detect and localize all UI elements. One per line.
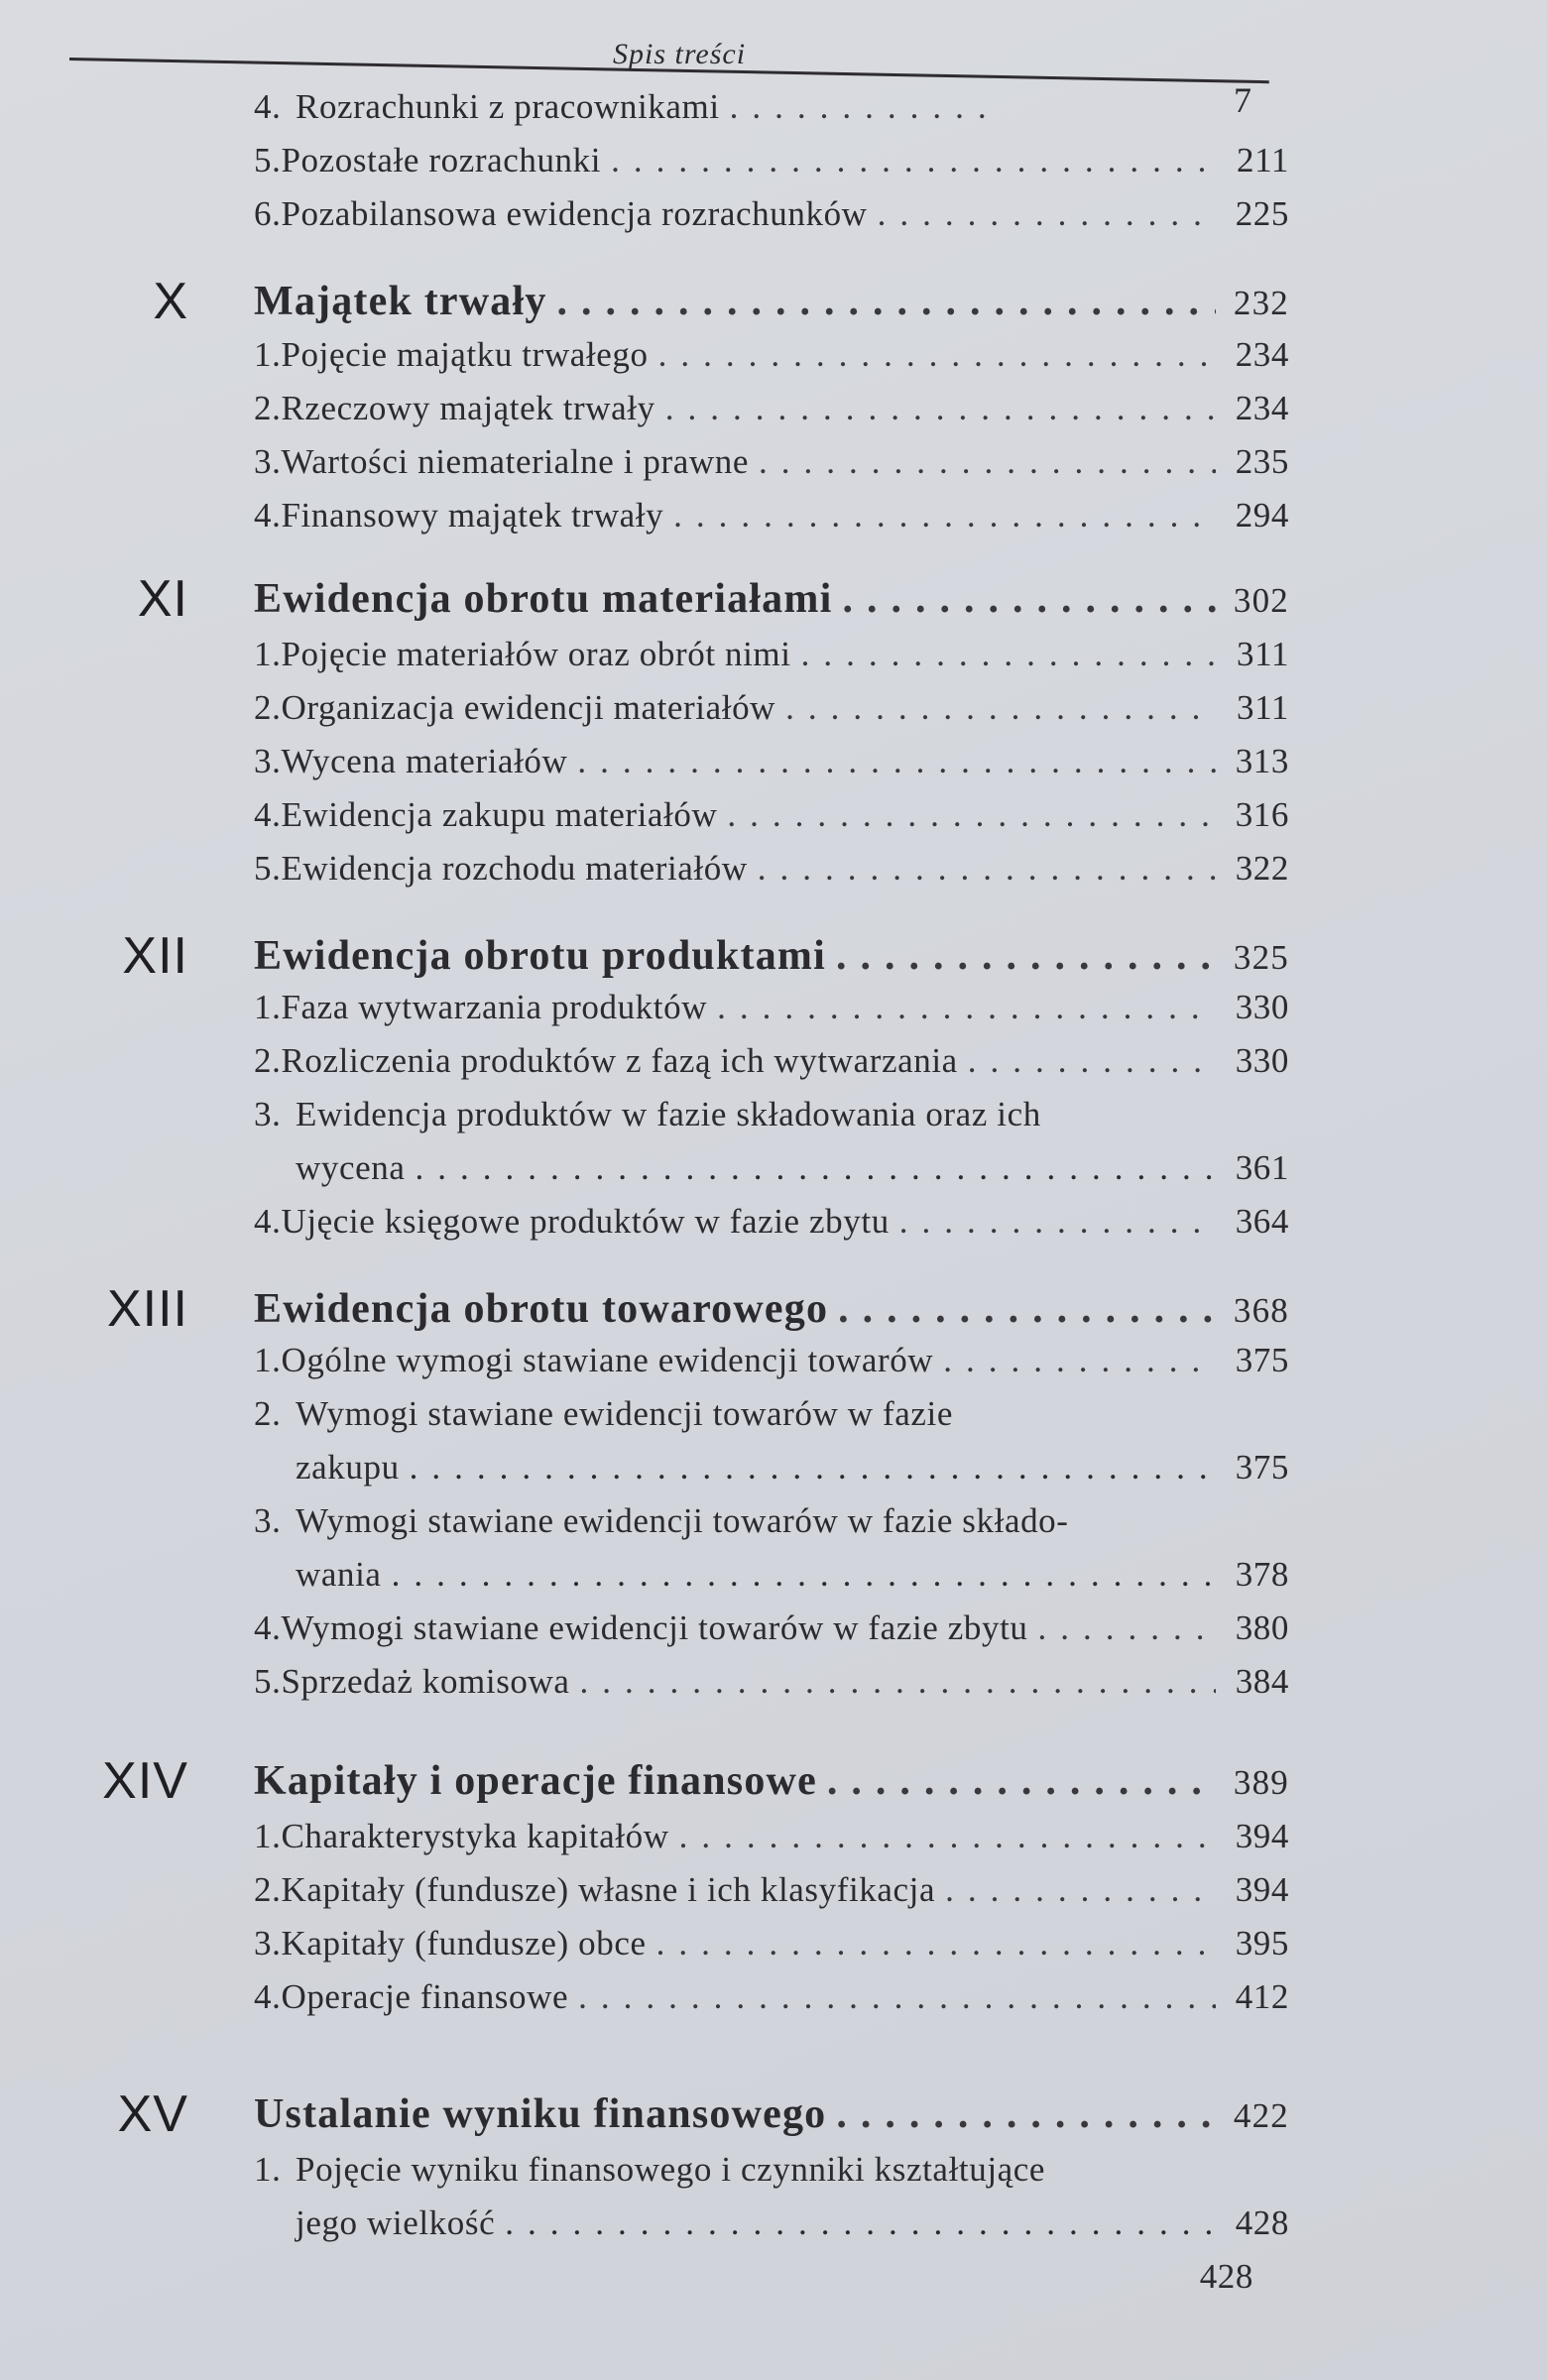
section-entry[interactable] <box>254 1608 1289 1648</box>
section-page-number: 316 <box>1235 795 1289 834</box>
section-number: 1. <box>254 1817 282 1855</box>
dot-leader <box>392 1555 1216 1595</box>
section-title: Sprzedaż komisowa <box>281 1662 570 1701</box>
section-page-number: 322 <box>1235 849 1289 888</box>
chapter-page-number: 325 <box>1233 938 1289 977</box>
dot-leader <box>658 335 1216 375</box>
section-page-number: 234 <box>1235 389 1289 427</box>
section-page-number: 384 <box>1235 1662 1289 1701</box>
dot-leader <box>836 2090 1216 2138</box>
section-number: 6. <box>254 194 282 233</box>
section-page-number: 311 <box>1236 635 1289 673</box>
chapter-page-number: 302 <box>1233 581 1289 620</box>
section-entry[interactable] <box>254 2150 1289 2190</box>
dot-leader <box>578 1977 1216 2017</box>
dot-leader <box>758 849 1216 889</box>
dot-leader <box>838 1285 1216 1333</box>
section-page-number: 311 <box>1236 688 1289 727</box>
section-page-number: 211 <box>1236 141 1289 179</box>
dot-leader <box>945 1870 1216 1910</box>
dot-leader <box>505 2203 1216 2243</box>
section-entry[interactable] <box>254 849 1289 889</box>
section-title: Kapitały (fundusze) własne i ich klasyfikacja <box>281 1870 936 1909</box>
section-page-number: 394 <box>1235 1870 1289 1909</box>
chapter-page-number: 232 <box>1233 284 1289 322</box>
section-entry-continuation <box>296 1448 1289 1488</box>
section-number: 4. <box>254 1977 282 2016</box>
section-number: 1. <box>254 1341 282 1379</box>
dot-leader <box>415 1148 1216 1188</box>
section-title-continuation: wania <box>296 1555 382 1594</box>
section-entry[interactable] <box>254 1202 1289 1242</box>
trailing-page-number <box>1190 2257 1289 2297</box>
dot-leader <box>968 1041 1216 1081</box>
section-number: 2. <box>254 1041 282 1080</box>
dot-leader <box>943 1341 1216 1380</box>
section-page-number: 428 <box>1235 2203 1289 2242</box>
section-number: 3. <box>254 442 282 481</box>
dot-leader <box>679 1817 1216 1856</box>
dot-leader <box>801 635 1216 674</box>
chapter-entry[interactable] <box>254 278 1289 325</box>
chapter-entry[interactable] <box>254 932 1289 980</box>
chapter-title: Ewidencja obrotu produktami <box>254 933 826 979</box>
dot-leader <box>730 87 988 127</box>
section-entry[interactable] <box>254 87 1289 127</box>
section-number: 5. <box>254 849 282 888</box>
section-number: 5. <box>254 1662 282 1701</box>
section-entry[interactable] <box>254 442 1289 482</box>
dot-leader <box>836 932 1216 980</box>
section-title: Ujęcie księgowe produktów w fazie zbytu <box>281 1202 890 1241</box>
section-entry[interactable] <box>254 1341 1289 1380</box>
section-title: Finansowy majątek trwały <box>281 496 664 535</box>
section-title: Wycena materiałów <box>281 742 568 780</box>
section-entry[interactable] <box>254 1095 1289 1134</box>
trailing-page-value: 428 <box>1199 2257 1253 2296</box>
section-title: Wymogi stawiane ewidencji towarów w fazie zbytu <box>281 1608 1028 1647</box>
section-number: 2. <box>254 1870 282 1909</box>
section-entry[interactable] <box>254 635 1289 674</box>
section-entry[interactable] <box>254 389 1289 428</box>
section-entry-continuation <box>296 2203 1289 2243</box>
section-title: Rzeczowy majątek trwały <box>281 389 655 427</box>
section-number: 4. <box>254 795 282 834</box>
section-entry-continuation <box>296 1148 1289 1188</box>
section-title: Ogólne wymogi stawiane ewidencji towarów <box>281 1341 934 1379</box>
dot-leader <box>611 141 1216 180</box>
dot-leader <box>673 496 1216 536</box>
section-title: Pojęcie majątku trwałego <box>281 335 649 374</box>
section-title: Pozostałe rozrachunki <box>281 141 602 179</box>
dot-leader <box>842 575 1216 623</box>
chapter-title: Kapitały i operacje finansowe <box>254 1758 817 1804</box>
section-title-continuation: jego wielkość <box>296 2203 496 2242</box>
chapter-page-number: 422 <box>1233 2096 1289 2135</box>
page-number: 7 <box>1234 80 1251 120</box>
section-entry[interactable] <box>254 1870 1289 1910</box>
section-title: Kapitały (fundusze) obce <box>281 1924 647 1963</box>
section-page-number: 361 <box>1235 1148 1289 1187</box>
chapter-numeral: XII <box>122 927 188 985</box>
chapter-numeral: X <box>153 273 188 330</box>
section-title-continuation: zakupu <box>296 1448 400 1487</box>
section-number: 4. <box>254 1202 282 1241</box>
section-page-number: 375 <box>1235 1448 1289 1487</box>
chapter-numeral: XV <box>117 2085 188 2143</box>
section-title: Pojęcie wyniku finansowego i czynniki kształtujące <box>296 2150 1046 2189</box>
chapter-numeral: XIII <box>106 1280 188 1338</box>
section-page-number: 330 <box>1235 988 1289 1026</box>
section-title: Ewidencja produktów w fazie składowania oraz ich <box>296 1095 1041 1133</box>
section-number: 1. <box>254 2150 282 2189</box>
section-page-number: 225 <box>1235 194 1289 233</box>
section-title: Operacje finansowe <box>281 1977 569 2016</box>
dot-leader <box>410 1448 1216 1488</box>
section-entry[interactable] <box>254 335 1289 375</box>
dot-leader <box>717 988 1216 1027</box>
section-title: Rozrachunki z pracownikami <box>296 87 720 126</box>
section-entry[interactable] <box>254 496 1289 536</box>
section-number: 5. <box>254 141 282 179</box>
section-entry[interactable] <box>254 1977 1289 2017</box>
chapter-entry[interactable] <box>254 1285 1289 1333</box>
chapter-entry[interactable] <box>254 1757 1289 1805</box>
section-number: 3. <box>254 1924 282 1963</box>
section-entry[interactable] <box>254 1394 1289 1434</box>
section-number: 1. <box>254 335 282 374</box>
section-page-number: 378 <box>1235 1555 1289 1594</box>
section-title: Rozliczenia produktów z fazą ich wytwarzania <box>281 1041 958 1080</box>
section-number: 4. <box>254 87 282 126</box>
section-number: 4. <box>254 1608 282 1647</box>
section-page-number: 395 <box>1235 1924 1289 1963</box>
section-title: Wymogi stawiane ewidencji towarów w fazie <box>296 1394 953 1433</box>
section-title: Organizacja ewidencji materiałów <box>281 688 776 727</box>
chapter-page-number: 368 <box>1233 1291 1289 1330</box>
running-head: Spis treści <box>613 38 747 70</box>
section-number: 2. <box>254 1394 282 1433</box>
chapter-title: Ewidencja obrotu materiałami <box>254 576 833 622</box>
section-title: Ewidencja zakupu materiałów <box>281 795 718 834</box>
section-number: 2. <box>254 389 282 427</box>
chapter-entry[interactable] <box>254 2090 1289 2138</box>
section-entry[interactable] <box>254 141 1289 180</box>
dot-leader <box>1038 1608 1216 1648</box>
section-entry[interactable] <box>254 1817 1289 1856</box>
section-entry[interactable] <box>254 1924 1289 1964</box>
section-entry[interactable] <box>254 742 1289 781</box>
dot-leader <box>557 278 1216 325</box>
section-entry[interactable] <box>254 1662 1289 1702</box>
dot-leader <box>827 1757 1216 1805</box>
chapter-entry[interactable] <box>254 575 1289 623</box>
dot-leader <box>759 442 1216 482</box>
section-page-number: 380 <box>1235 1608 1289 1647</box>
section-entry[interactable] <box>254 1041 1289 1081</box>
section-number: 3. <box>254 742 282 780</box>
section-entry[interactable] <box>254 688 1289 728</box>
section-page-number: 234 <box>1235 335 1289 374</box>
section-page-number: 364 <box>1235 1202 1289 1241</box>
section-page-number: 313 <box>1235 742 1289 780</box>
dot-leader <box>656 1924 1216 1964</box>
section-title-continuation: wycena <box>296 1148 406 1187</box>
section-page-number: 235 <box>1235 442 1289 481</box>
chapter-page-number: 389 <box>1233 1763 1289 1802</box>
section-page-number: 412 <box>1235 1977 1289 2016</box>
section-number: 3. <box>254 1095 282 1133</box>
section-page-number: 294 <box>1235 496 1289 535</box>
dot-leader <box>878 194 1216 234</box>
section-title: Pojęcie materiałów oraz obrót nimi <box>281 635 791 673</box>
section-number: 4. <box>254 496 282 535</box>
section-number: 1. <box>254 988 282 1026</box>
dot-leader <box>727 795 1216 835</box>
section-entry[interactable] <box>254 988 1289 1027</box>
section-entry-continuation <box>296 1555 1289 1595</box>
section-number: 3. <box>254 1501 282 1540</box>
dot-leader <box>899 1202 1216 1242</box>
dot-leader <box>785 688 1216 728</box>
section-title: Wartości niematerialne i prawne <box>281 442 750 481</box>
section-page-number: 330 <box>1235 1041 1289 1080</box>
dot-leader <box>577 742 1216 781</box>
section-number: 2. <box>254 688 282 727</box>
section-title: Faza wytwarzania produktów <box>281 988 708 1026</box>
section-title: Charakterystyka kapitałów <box>281 1817 669 1855</box>
section-page-number: 375 <box>1235 1341 1289 1379</box>
section-title: Wymogi stawiane ewidencji towarów w fazie składo- <box>296 1501 1069 1540</box>
chapter-numeral: XI <box>137 570 188 628</box>
section-entry[interactable] <box>254 194 1289 234</box>
dot-leader <box>665 389 1216 428</box>
chapter-title: Ewidencja obrotu towarowego <box>254 1286 829 1332</box>
section-title: Ewidencja rozchodu materiałów <box>281 849 748 888</box>
chapter-title: Ustalanie wyniku finansowego <box>254 2091 827 2137</box>
section-entry[interactable] <box>254 795 1289 835</box>
dot-leader <box>580 1662 1216 1702</box>
section-number: 1. <box>254 635 282 673</box>
chapter-numeral: XIV <box>102 1752 188 1810</box>
section-page-number: 394 <box>1235 1817 1289 1855</box>
section-entry[interactable] <box>254 1501 1289 1541</box>
chapter-title: Majątek trwały <box>254 279 547 324</box>
section-title: Pozabilansowa ewidencja rozrachunków <box>281 194 868 233</box>
